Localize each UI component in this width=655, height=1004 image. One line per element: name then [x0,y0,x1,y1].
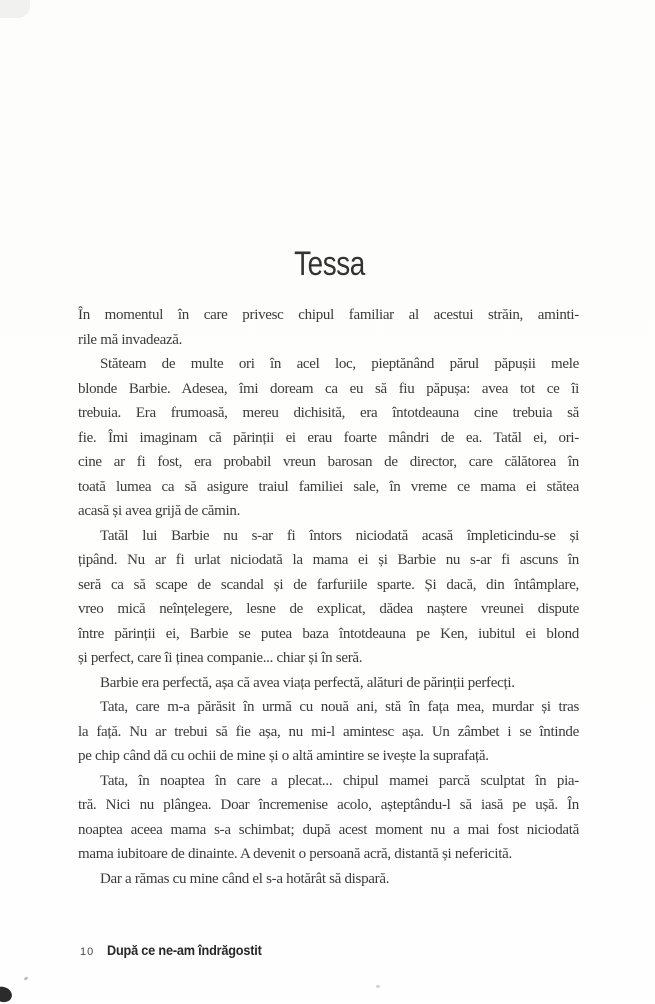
text-line: țipând. Nu ar fi urlat niciodată la mama ei și Barbie nu s-ar fi ascuns în [78,552,579,568]
scan-speck [376,985,380,988]
chapter-title: Tessa [294,244,365,283]
text-line: fie. Îmi imaginam că părinții ei erau foarte mândri de ea. Tatăl ei, ori- [78,429,579,446]
text-line: vreo mică neînțelegere, lesne de explicat, dădea naștere vreunei dispute [78,601,579,617]
text-line: Tata, care m-a părăsit în urmă cu nouă ani, stă în fața mea, murdar și tras [100,699,579,715]
text-line: În momentul în care privesc chipul familiar al acestui străin, aminti- [78,307,579,323]
text-line: toată lumea ca să asigure traiul familiei sale, în vreme ce mama ei stătea [78,478,579,495]
text-line: seră ca să scape de scandal și de farfuriile sparte. Și dacă, din întâmplare, [78,576,579,593]
scan-corner-mark [0,985,13,1003]
text-line: Stăteam de multe ori în acel loc, pieptănând părul păpușii mele [100,356,579,372]
text-line: cine ar fi fost, era probabil vreun barosan de director, care călătorea în [78,454,579,470]
text-line: și perfect, care îi ținea companie... chiar și în seră. [78,650,363,666]
text-line: trebuia. Era frumoasă, mereu dichisită, era întotdeauna cine trebuia să [78,405,579,421]
scan-speck [24,976,29,981]
text-line: pe chip când dă cu ochii de mine și o altă amintire se ivește la suprafață. [78,748,489,764]
text-line: tră. Nici nu plângea. Doar încremenise acolo, așteptându-l să iasă pe ușă. În [78,797,579,813]
scan-smudge [0,0,30,18]
page-footer [80,943,272,958]
text-line: Dar a rămas cu mine când el s-a hotărât să dispară. [100,870,390,887]
text-line: mama iubitoare de dinainte. A devenit o persoană acră, distantă și nefericită. [78,846,512,862]
text-line: rile mă invadează. [78,331,183,348]
text-line: Barbie era perfectă, așa că avea viața perfectă, alături de părinții perfecți. [100,674,515,691]
page-number: 10 [80,946,95,958]
text-line: noaptea aceea mama s-a schimbat; după acest moment nu a mai fost niciodată [78,821,579,838]
text-line: la față. Nu ar trebui să fie așa, nu mi-l amintesc așa. Un zâmbet i se întinde [78,723,579,740]
text-line: blonde Barbie. Adesea, îmi doream ca eu să fiu păpușa: avea tot ce îi [78,380,579,397]
text-line: Tatăl lui Barbie nu s-ar fi întors niciodată acasă împleticindu-se și [100,527,579,544]
text-line: acasă și avea grijă de cămin. [78,503,241,519]
text-block [78,303,579,891]
running-title: După ce ne-am îndrăgostit [107,943,262,958]
text-line: Tata, în noaptea în care a plecat... chipul mamei parcă sculptat în pia- [100,772,579,789]
text-line: între părinții ei, Barbie se putea baza întotdeauna pe Ken, iubitul ei blond [78,625,579,642]
